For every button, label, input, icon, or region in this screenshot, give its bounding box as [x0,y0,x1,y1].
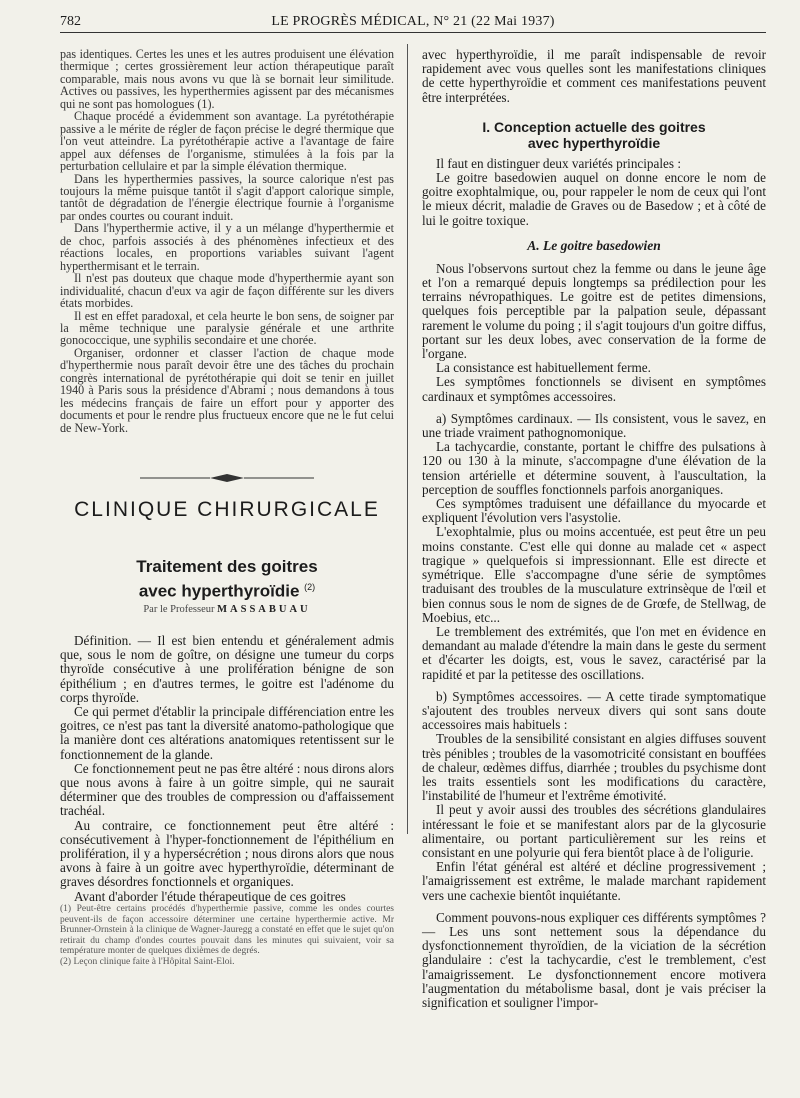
paragraph: Il faut en distinguer deux variétés principales : [436,155,681,171]
paragraph: Ce qui permet d'établir la principale différenciation entre les goitres, ce n'est pas tant la diversité anatomo-pathologique que la manière dont ces altérations anatomiques retentissent sur le fonctionnement de la glande. [60,704,394,762]
author-name: MASSABUAU [217,604,311,615]
article-title-line1: Traitement des goitres [136,557,318,576]
paragraph: Avant d'aborder l'étude thérapeutique de ces goitres [74,888,346,904]
paragraph: Comment pouvons-nous expliquer ces différents symptômes ? — Les uns sont nettement sous la dépendance du dysfonctionnement thyroïdien, de la viciation de la sécrétion glandulaire : c'est la tachycardie, c'est le tremblement, c'est l'amaigrissement. Le dysfonctionnement encore motivera l'augmentation du métabolisme basal, dont je vais préciser la signification et souligner l'impor- [422,909,766,1010]
paragraph: Nous l'observons surtout chez la femme ou dans le jeune âge et l'on a remarqué depuis longtemps sa prédilection pour les terrains névropathiques. Le goitre est de petites dimensions, quelques fois perceptible par la palpation seule, dépassant rarement le volume du poing ; il s'agit toujours d'un goitre diffus, portant sur les deux lobes, avec conservation de la forme de l'organe. [422,260,766,362]
paragraph: Définition. — Il est bien entendu et généralement admis que, sous le nom de goître, on désigne une tumeur du corps thyroïde consécutive à une prolifération bénigne de son épithélium ; en d'autres termes, le goitre est l'adénome du corps thyroïde. [60,633,394,705]
paragraph: Il peut y avoir aussi des troubles des sécrétions glandulaires intéressant le foie et se manifestant alors par de la glycosurie alimentaire, ou portant particulièrement sur les reins et consistant en une polyurie qui fera bientôt place à de l'oligurie. [422,802,766,860]
paragraph: Chaque procédé a évidemment son avantage. La pyrétothérapie passive a le mérite de régler de façon précise le degré thermique que l'on veut atteindre. La pyrétothérapie active a l'avantage de faire appel aux défenses de l'organisme, stimulées à la fois par la perturbation cellulaire et par la simple élévation thermique. [60,109,394,174]
right-column [422,48,766,1010]
subsection-title: A. Le goitre basedowien [527,237,661,253]
paragraph: a) Symptômes cardinaux. — Ils consistent, vous le savez, en une triade vraiment pathognomonique. [422,410,766,441]
article-body-left [60,634,394,904]
page-number: 782 [60,14,81,29]
paragraph: Dans les hyperthermies passives, la source calorique n'est pas toujours la même puisque tantôt il s'agit d'apport calorique simple, tantôt de dégradation de l'énergie électrique fournie à l'organisme par ondes courtes ou courant induit. [60,171,394,223]
paragraph: Troubles de la sensibilité consistant en algies diffuses souvent très pénibles ; troubles de la vasomotricité consistant en bouffées de chaleur, œdèmes diffus, diarrhée ; troubles du psychisme dont les traits essentiels sont les modifications du caractère, l'instabilité de l'humeur et l'extrême émotivité. [422,731,766,804]
paragraph: Au contraire, ce fonctionnement peut être altéré : consécutivement à l'hyper-fonctionnement de l'épithélium en prolifération, il y a hypersécrétion ; nous dirons alors que nous avons à faire à un goitre avec hyperthyroïdie, déterminant de graves désordres fonctionnels et organiques. [60,817,394,890]
section-ornament [60,472,394,484]
footnotes [60,904,394,967]
section-title [422,119,766,151]
paragraph: pas identiques. Certes les unes et les autres produisent une élévation thermique ; certes grossièrement leur action thérapeutique paraît comparable, mais nous avons vu que là se bornait leur similitude. Actives ou passives, les hyperthermies agissent par des mécanismes qui ne sont pas homologues (1). [60,47,394,111]
paragraph: Il n'est pas douteux que chaque mode d'hyperthermie ayant son individualité, chacun d'eux va agir de façon différente sur les divers états morbides. [60,271,394,311]
paragraph: L'exophtalmie, plus ou moins accentuée, est peut être un peu moins constante. C'est elle qui donne au malade cet « aspect tragique » quelquefois si impressionnant. Elle est directe et symétrique. Elle s'accompagne d'une série de symptômes traduisant des troubles de la musculature extrinsèque de l'œil et bien connus sous le nom de signes de de Grœfe, de Stellwag, de Moebius, etc... [422,524,766,625]
byline-prefix: Par le Professeur [143,604,215,615]
section-title-line2: avec hyperthyroïdie [527,134,661,151]
paragraph: Dans l'hyperthermie active, il y a un mélange d'hyperthermie et de choc, parfois associés à des phénomènes infectieux et des réactions locales, en proportions variables suivant l'agent hyperthermisant et le terrain. [60,221,394,273]
paragraph: Organiser, ordonner et classer l'action de chaque mode d'hyperthermie nous paraît devoir être une des tâches du prochain congrès international de pyrétothérapie qui doit se tenir en juillet 1940 à Paris sous la présidence d'Abrami ; nous demandons à tous les médecins français de faire un effort pour y apporter des documents et pour le rendre plus fructueux encore que ne le fut celui de New-York. [60,345,394,435]
article-title-line2: avec hyperthyroïdie [138,581,300,601]
paragraph: La tachycardie, constante, portant le chiffre des pulsations à 120 ou 130 à la minute, s'accompagne d'une élévation de la tension artérielle et détermine souvent, à l'auscultation, la perception de souffles fonctionnels parfois anorganiques. [422,439,766,497]
paragraph: La consistance est habituellement ferme. [436,360,651,376]
paragraph: Il est en effet paradoxal, et cela heurte le bon sens, de soigner par la même technique une paralysie générale et une arthrite gonococcique, une syphilis secondaire et une chorée. [60,308,394,348]
article-title [60,556,394,602]
paragraph: Les symptômes fonctionnels se divisent en symptômes cardinaux et symptômes accessoires. [422,374,766,404]
column-divider [407,44,408,834]
running-header [60,10,766,33]
paragraph: Ces symptômes traduisent une défaillance du myocarde et expliquent l'évolution vers l'asystolie. [422,496,766,526]
article-title-line2-wrap [60,577,394,602]
section-heading: CLINIQUE CHIRURGICALE [74,498,380,521]
byline [60,604,394,615]
footnote: (1) Peut-être certains procédés d'hyperthermie passive, comme les ondes courtes peuvent-ils de façon accessoire déterminer une certaine hyperthermie active. Mr Brunner-Ornstein à la clinique de Wagner-Jauregg a constaté en effet que le sujet qu'on retirait du champ d'ondes courtes pouvait dans les minutes qui suivaient, voir sa température monter de quelques dixièmes de degrés. [60,904,394,956]
paragraph: Le tremblement des extrémités, que l'on met en évidence en demandant au malade d'étendre la main dans le geste du serment et d'écarter les doigts, est, vous le savez, caractérisé par la rapidité et par la petitesse des oscillations. [422,623,766,682]
paragraph: avec hyperthyroïdie, il me paraît indispensable de revoir rapidement avec vous quelles sont les manifestations cliniques de cette hyperthyroïdie et comment ces manifestations peuvent être interprétées. [422,47,766,105]
paragraph: b) Symptômes accessoires. — A cette tirade symptomatique s'ajoutent des troubles nerveux divers qui sont sans doute accessoires mais habituels : [422,688,766,733]
paragraph: Enfin l'état général est altéré et décline progressivement ; l'amaigrissement est extrême, le malade marchant rapidement vers une cachexie bientôt inquiétante. [422,859,766,903]
footnote-marker: (2) [304,582,316,592]
paragraph: Le goitre basedowien auquel on donne encore le nom de goitre exophtalmique, ou, pour rappeler le nom de ceux qui l'ont le mieux décrit, maladie de Graves ou de Basedow ; et à côté de lui le goitre toxique. [422,170,766,228]
footnote: (2) Leçon clinique faite à l'Hôpital Saint-Eloi. [60,956,235,967]
left-column-top [60,48,394,434]
paragraph: Ce fonctionnement peut ne pas être altéré : nous dirons alors que nous avons à faire à un goitre simple, qui ne saurait déterminer que des troubles de compression ou d'affaissement trachéal. [60,760,394,819]
journal-title: LE PROGRÈS MÉDICAL, N° 21 (22 Mai 1937) [271,14,555,29]
section-title-line1: I. Conception actuelle des goitres [482,118,706,135]
